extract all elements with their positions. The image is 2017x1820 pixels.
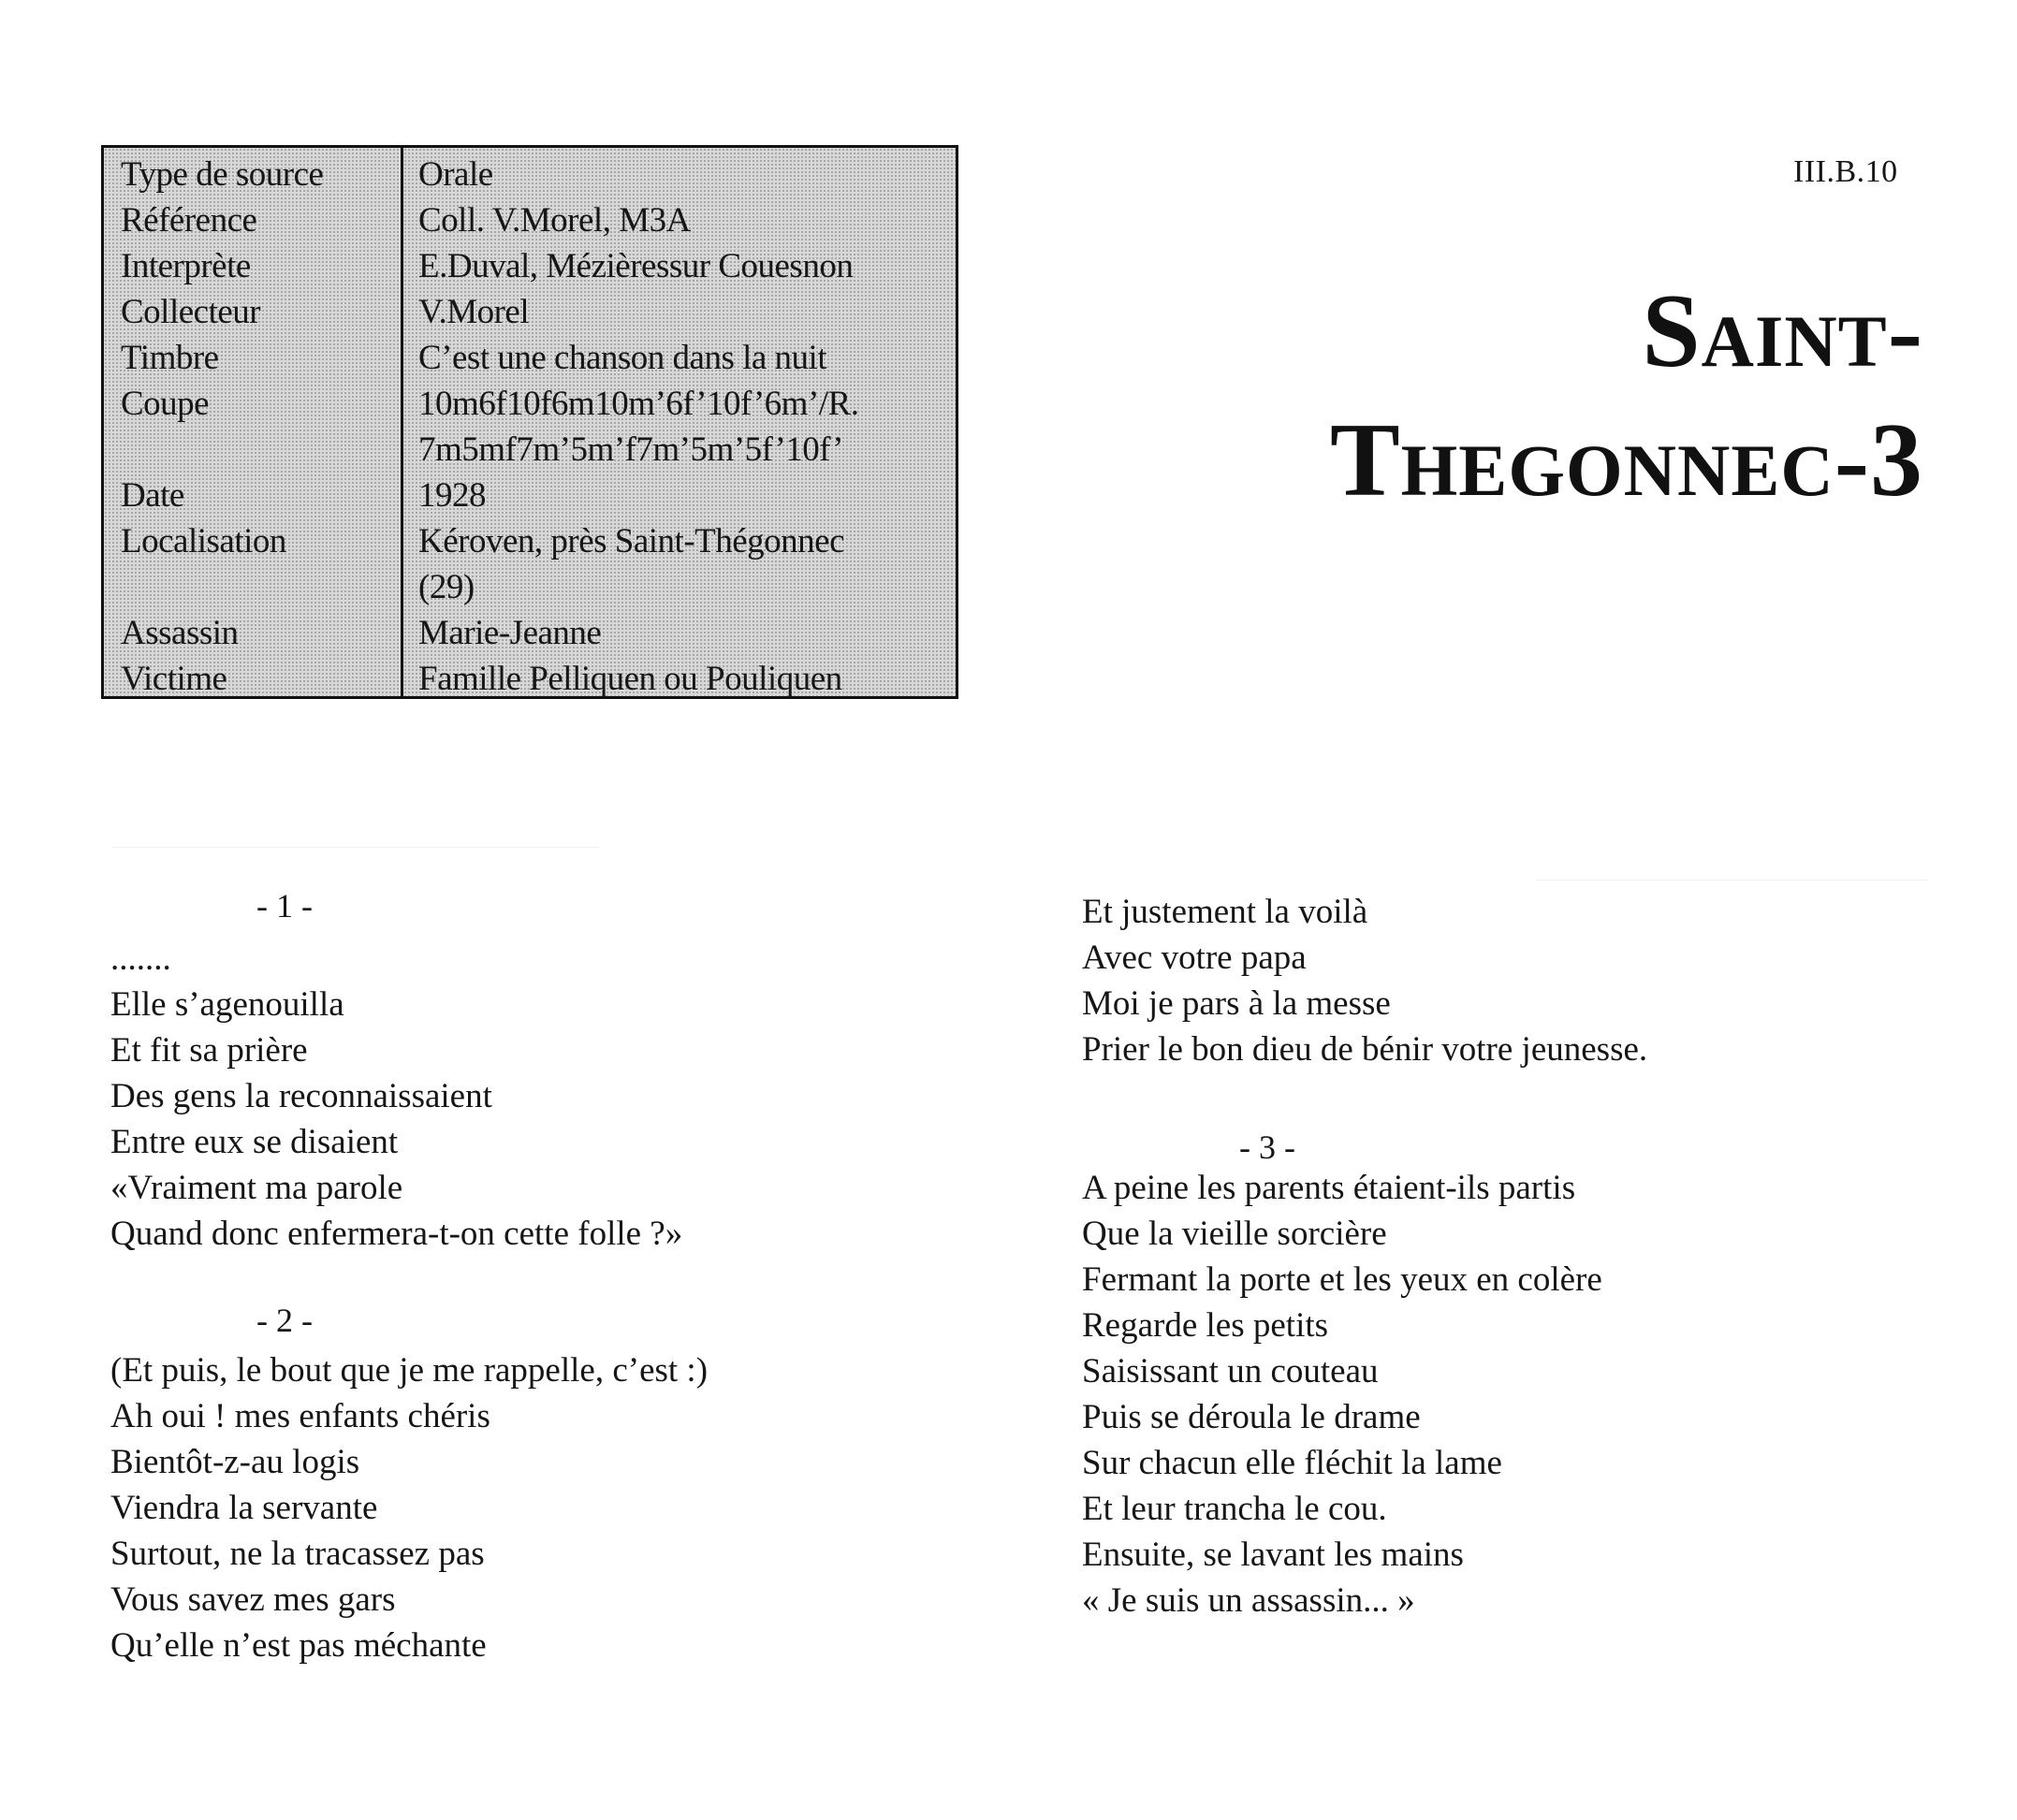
info-value: E.Duval, Mézièressur Couesnon [418, 247, 854, 285]
verse-line: Entre eux se disaient [110, 1123, 399, 1161]
verse-line: ....... [110, 939, 171, 978]
verse-line: Elle s’agenouilla [110, 985, 344, 1024]
page-title-line: Saint- [1642, 273, 1923, 389]
verse-line: Des gens la reconnaissaient [110, 1077, 492, 1115]
verse-line: Saisissant un couteau [1082, 1352, 1379, 1390]
verse-1 [110, 936, 682, 1257]
verse-line: «Vraiment ma parole [110, 1169, 403, 1207]
verse-line: A peine les parents étaient-ils partis [1082, 1169, 1576, 1207]
reference-code: III.B.10 [1793, 154, 1898, 189]
page-title-line: Thegonnec-3 [1329, 402, 1923, 518]
verse-2 [110, 1347, 708, 1668]
info-value: 1928 [418, 476, 486, 515]
verse-number: - 2 - [256, 1302, 313, 1339]
source-info-table [101, 145, 958, 699]
info-value: Orale [418, 155, 493, 194]
verse-3 [1082, 1165, 1602, 1623]
info-value: (29) [418, 568, 475, 606]
info-value: 7m5mf7m’5m’f7m’5m’5f’10f’ [418, 430, 843, 469]
verse-number: - 1 - [256, 887, 313, 925]
verse-line: Avec votre papa [1082, 939, 1307, 977]
info-value: Kéroven, près Saint-Thégonnec [418, 522, 845, 561]
info-key: Référence [121, 201, 257, 240]
verse-line: Puis se déroula le drame [1082, 1398, 1421, 1436]
verse-2-continued [1082, 889, 1647, 1072]
verse-line: Et justement la voilà [1082, 893, 1368, 931]
info-key: Assassin [121, 614, 239, 652]
verse-line: Ensuite, se lavant les mains [1082, 1536, 1464, 1574]
verse-line: Que la vieille sorcière [1082, 1215, 1387, 1253]
page-title [1175, 267, 1923, 525]
verse-line: Qu’elle n’est pas méchante [110, 1626, 487, 1665]
verse-line: Bientôt-z-au logis [110, 1443, 360, 1481]
verse-line: Prier le bon dieu de bénir votre jeunesse. [1082, 1030, 1648, 1069]
info-value: Coll. V.Morel, M3A [418, 201, 691, 240]
verse-line: (Et puis, le bout que je me rappelle, c’est :) [110, 1351, 709, 1390]
verse-line: Et leur trancha le cou. [1082, 1490, 1387, 1528]
verse-line: Viendra la servante [110, 1489, 378, 1527]
info-key: Localisation [121, 522, 286, 561]
verse-line: Surtout, ne la tracassez pas [110, 1535, 485, 1573]
verse-number: - 3 - [1239, 1128, 1295, 1166]
table-column-divider [401, 148, 403, 696]
bleed-through-rule [112, 847, 599, 848]
info-key: Coupe [121, 385, 210, 423]
verse-line: Regarde les petits [1082, 1306, 1329, 1345]
info-key: Victime [121, 660, 227, 698]
verse-line: Ah oui ! mes enfants chéris [110, 1397, 490, 1435]
info-value: Marie-Jeanne [418, 614, 602, 652]
bleed-through-rule [1535, 880, 1928, 881]
info-value: C’est une chanson dans la nuit [418, 339, 827, 377]
verse-line: Sur chacun elle fléchit la lame [1082, 1444, 1502, 1482]
info-key: Collecteur [121, 293, 261, 331]
info-key: Timbre [121, 339, 219, 377]
info-value: 10m6f10f6m10m’6f’10f’6m’/R. [418, 385, 859, 423]
verse-line: Fermant la porte et les yeux en colère [1082, 1260, 1602, 1299]
verse-line: « Je suis un assassin... » [1082, 1581, 1415, 1620]
info-value: V.Morel [418, 293, 530, 331]
verse-line: Et fit sa prière [110, 1031, 308, 1070]
info-key: Type de source [121, 155, 324, 194]
info-key: Date [121, 476, 184, 515]
verse-line: Vous savez mes gars [110, 1580, 396, 1619]
verse-line: Quand donc enfermera-t-on cette folle ?» [110, 1215, 683, 1253]
verse-line: Moi je pars à la messe [1082, 984, 1391, 1023]
info-key: Interprète [121, 247, 251, 285]
info-value: Famille Pelliquen ou Pouliquen [418, 660, 842, 698]
